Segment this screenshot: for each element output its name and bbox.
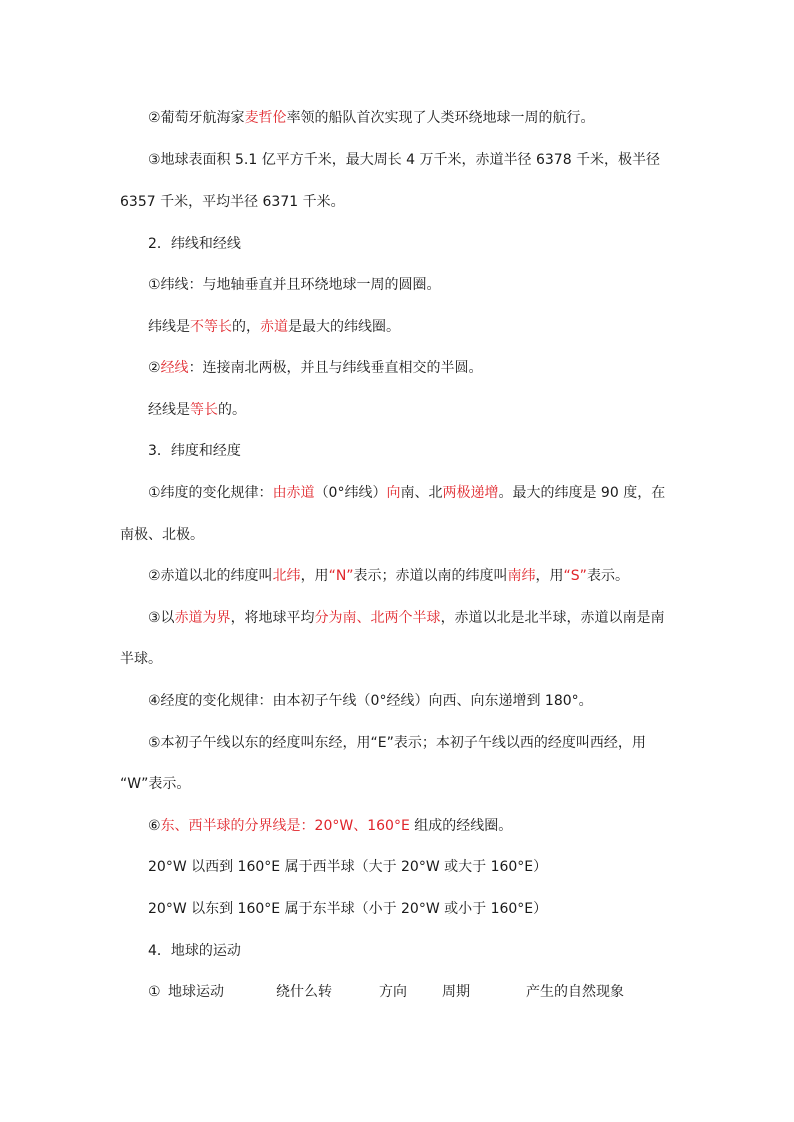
table-header-row [0,982,794,1002]
paragraph-meridian-length: 经线是等长的。 [148,402,246,418]
paragraph-east-west-longitude-cont: “W”表示。 [120,776,191,792]
table-header-direction: 方向 [379,984,407,1000]
paragraph-north-south-latitude: ②赤道以北的纬度叫北纬，用“N”表示；赤道以南的纬度叫南纬，用“S”表示。 [148,568,629,584]
table-header-motion: 地球运动 [168,984,224,1000]
table-header-axis: 绕什么转 [276,984,332,1000]
table-header-period: 周期 [442,984,470,1000]
paragraph-earth-size: ③地球表面积 5.1 亿平方千米，最大周长 4 万千米，赤道半径 6378 千米，极半径 [148,152,661,168]
table-header-phenomena: 产生的自然现象 [526,984,624,1000]
paragraph-east-west-longitude: ⑤本初子午线以东的经度叫东经，用“E”表示；本初子午线以西的经度叫西经，用 [148,735,646,751]
paragraph-eastern-hemisphere: 20°W 以东到 160°E 属于东半球（小于 20°W 或小于 160°E） [148,901,548,917]
paragraph-longitude-rule: ④经度的变化规律：由本初子午线（0°经线）向西、向东递增到 180°。 [148,693,593,709]
section-heading-4: 4．地球的运动 [148,943,241,959]
paragraph-meridian: ②经线：连接南北两极，并且与纬线垂直相交的半圆。 [148,360,483,376]
section-heading-3: 3．纬度和经度 [148,443,241,459]
paragraph-magellan: ②葡萄牙航海家麦哲伦率领的船队首次实现了人类环绕地球一周的航行。 [148,110,595,126]
table-header-number: ① [148,984,161,1000]
paragraph-hemispheres-ns-cont: 半球。 [120,651,162,667]
section-heading-2: 2．纬线和经线 [148,236,241,252]
paragraph-hemisphere-boundary: ⑥东、西半球的分界线是：20°W、160°E 组成的经线圈。 [148,818,513,834]
paragraph-latitude-length: 纬线是不等长的，赤道是最大的纬线圈。 [148,319,400,335]
paragraph-latitude-rule: ①纬度的变化规律：由赤道（0°纬线）向南、北两极递增。最大的纬度是 90 度，在 [148,485,666,501]
paragraph-earth-size-cont: 6357 千米，平均半径 6371 千米。 [120,194,345,210]
paragraph-latitude-rule-cont: 南极、北极。 [120,527,204,543]
paragraph-latitude-line: ①纬线：与地轴垂直并且环绕地球一周的圆圈。 [148,277,441,293]
paragraph-western-hemisphere: 20°W 以西到 160°E 属于西半球（大于 20°W 或大于 160°E） [148,859,548,875]
paragraph-hemispheres-ns: ③以赤道为界，将地球平均分为南、北两个半球，赤道以北是北半球，赤道以南是南 [148,610,665,626]
